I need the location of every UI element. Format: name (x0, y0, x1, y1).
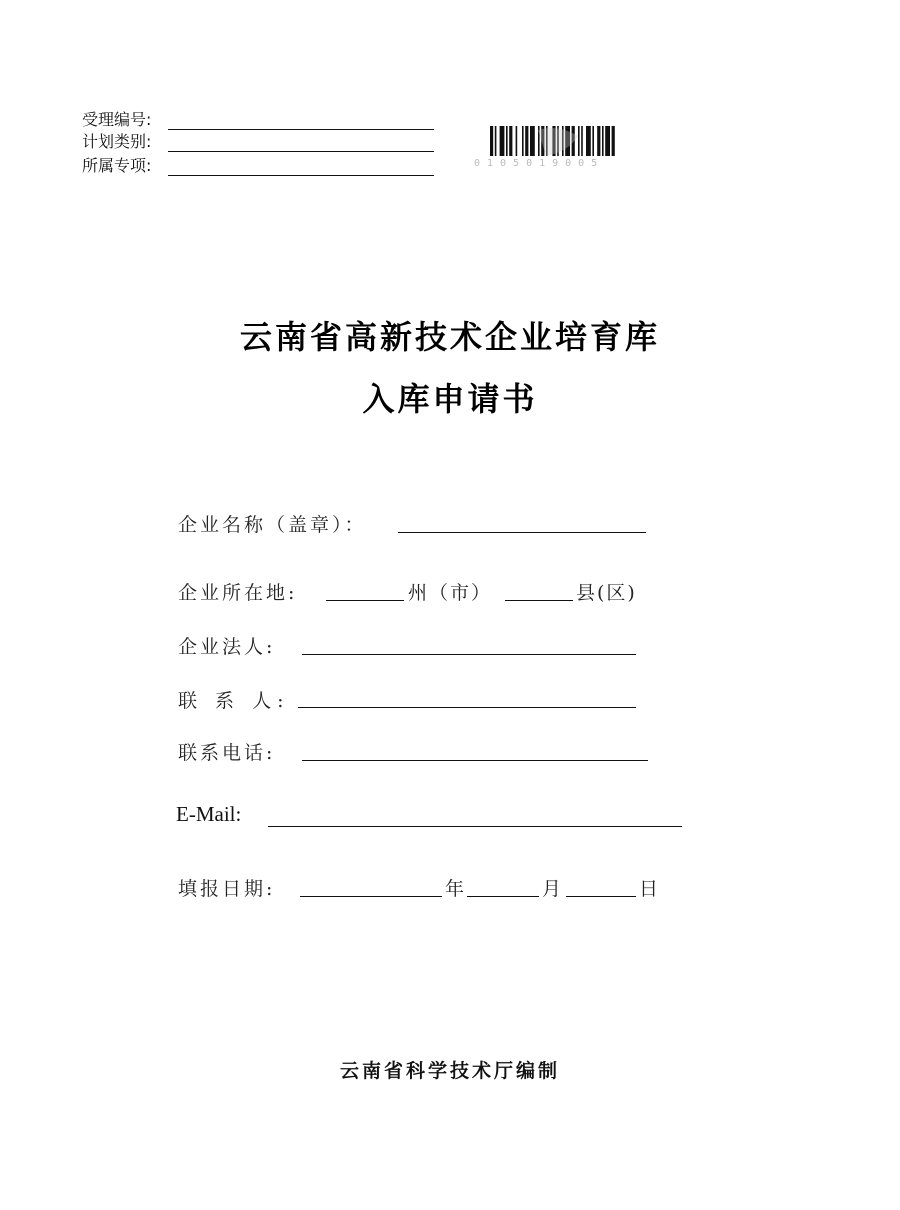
acceptance-number-label: 受理编号: (82, 110, 152, 129)
barcode-bar (530, 126, 535, 156)
compiled-by-footer: 云南省科学技术厅编制 (339, 1060, 560, 1082)
barcode-bar (612, 126, 615, 156)
contact-person-label: 联 系 人: (178, 690, 290, 712)
company-name-label: 企业名称（盖章）： (178, 514, 367, 536)
phone-field[interactable] (302, 760, 648, 761)
barcode-bar (509, 126, 512, 156)
barcode-bar (506, 126, 508, 156)
date-day-field[interactable] (566, 896, 636, 897)
date-label: 填报日期: (178, 878, 276, 900)
special-project-field[interactable] (168, 175, 434, 176)
barcode-bar (586, 126, 591, 156)
county-field[interactable] (505, 600, 573, 601)
date-year-field[interactable] (300, 896, 442, 897)
barcode (468, 122, 680, 170)
contact-person-field[interactable] (298, 707, 636, 708)
year-unit: 年 (445, 878, 467, 900)
barcode-bar (522, 126, 524, 156)
plan-category-label: 计划类别: (82, 132, 152, 151)
special-project-label: 所属专项: (82, 156, 152, 175)
barcode-bar (516, 126, 518, 156)
barcode-bar (605, 126, 610, 156)
plan-category-field[interactable] (168, 151, 434, 152)
legal-person-label: 企业法人: (178, 636, 276, 658)
barcode-bar (500, 126, 505, 156)
barcode-bar (525, 126, 528, 156)
prefecture-unit: 州（市） (408, 582, 493, 604)
email-field[interactable] (268, 826, 682, 827)
day-unit: 日 (639, 878, 661, 900)
prefecture-field[interactable] (326, 600, 404, 601)
barcode-bar (578, 126, 580, 156)
barcode-digits: 0105019005 (474, 158, 605, 169)
email-label: E-Mail: (176, 802, 242, 826)
barcode-bar (495, 126, 497, 156)
document-title-line1: 云南省高新技术企业培育库 (239, 318, 660, 356)
barcode-bar (581, 126, 583, 156)
phone-label: 联系电话: (178, 742, 276, 764)
company-name-field[interactable] (398, 532, 646, 533)
date-month-field[interactable] (467, 896, 539, 897)
location-label: 企业所在地: (178, 582, 298, 604)
legal-person-field[interactable] (302, 654, 636, 655)
barcode-bar (602, 126, 604, 156)
acceptance-number-field[interactable] (168, 129, 434, 130)
month-unit: 月 (542, 878, 564, 900)
barcode-bar (597, 126, 600, 156)
county-unit: 县(区) (576, 582, 637, 604)
barcode-bar (490, 126, 493, 156)
barcode-bar (592, 126, 594, 156)
document-title-line2: 入库申请书 (362, 380, 538, 418)
